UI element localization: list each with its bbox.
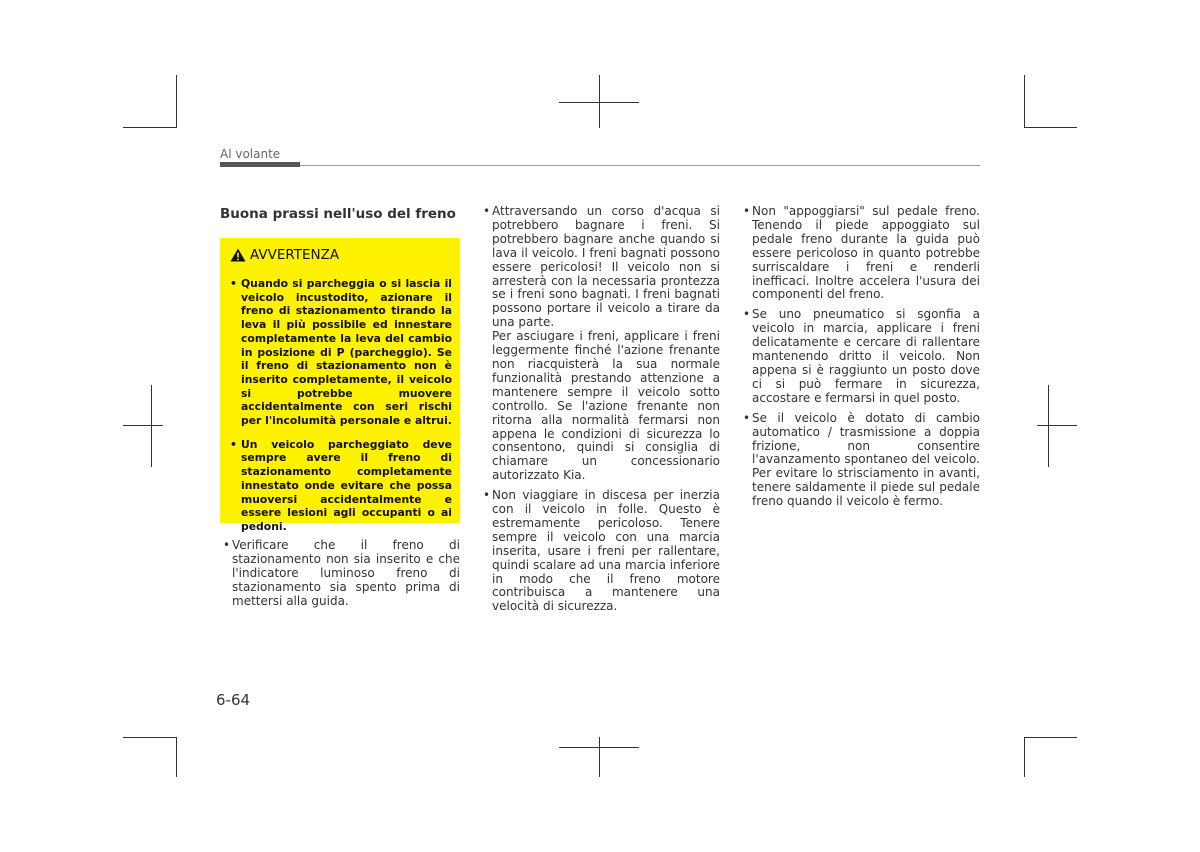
crop-mark-right-middle-v [1048,385,1049,467]
crop-mark-bottom-right-v [1024,737,1025,777]
list-item-text: Se il veicolo è dotato di cambio automatico / trasmissione a doppia frizione, non consentire l'avanzamento spontaneo del veicolo. Per evitare lo strisciamento in avanti, tenere saldamente il piede sul pedale freno quando il veicolo è fermo. [752,410,980,509]
list-item [223,539,460,609]
bullet: • [483,488,491,503]
crop-mark-left-middle-h [123,425,163,426]
list-item [483,205,720,483]
crop-mark-top-center-h [559,102,639,103]
crop-mark-bottom-center-v [599,737,600,777]
column-1 [223,539,460,615]
crop-mark-top-left-h [123,127,176,128]
warning-heading [230,247,452,263]
column-2 [483,205,720,620]
column-3 [743,205,980,515]
warning-heading-label: AVVERTENZA [250,247,340,263]
crop-mark-bottom-left-h [123,737,176,738]
crop-mark-top-right-h [1024,127,1077,128]
header-bar [220,162,300,167]
warning-triangle-icon [230,248,246,262]
list-item-text: Attraversando un corso d'acqua si potrebbero bagnare i freni. Si potrebbero bagnare anche quando si lava il veicolo. I freni bagnati possono essere pericolosi! Il veicolo non si arresterà con la necessaria prontezza se i freni sono bagnati. I freni bagnati possono portare il veicolo a tirare da una parte. [492,204,720,330]
bullet: • [743,410,751,425]
crop-mark-left-middle-v [151,385,152,467]
list-item-text: Non viaggiare in discesa per inerzia con il veicolo in folle. Questo è estremamente pericoloso. Tenere sempre il veicolo con una marcia inserita, usare i freni per rallentare, quindi scalare ad una marcia inferiore in modo che il freno motore contribuisca a mantenere una velocità di sicurezza. [492,488,720,614]
warning-box [220,238,460,533]
crop-mark-bottom-right-h [1024,737,1077,738]
crop-mark-top-right-v [1024,75,1025,128]
bullet: • [743,204,751,218]
warning-item: • Quando si parcheggia o si lascia il veicolo incustodito, azionare il freno di stazionamento tirando la leva il più possibile ed innestare completamente la leva del cambio in posizione di P (parcheggio). Se il freno di stazionamento non è inserito completamente, il veicolo si potrebbe muovere accidentalmente con seri rischi per l'incolumità personale e altrui. [230,277,452,428]
crop-mark-bottom-left-v [176,737,177,777]
crop-mark-top-left-v [176,75,177,128]
list-item [743,412,980,509]
warning-list [230,277,452,534]
list-item-text: Verificare che il freno di stazionamento non sia inserito e che l'indicatore luminoso freno di stazionamento sia spento prima di mettersi alla guida. [232,538,460,608]
page-title: Buona prassi nell'uso del freno [220,206,456,222]
crop-mark-right-middle-h [1037,425,1077,426]
list-item [743,205,980,302]
crop-mark-bottom-center-h [559,747,639,748]
list-item-text: Per asciugare i freni, applicare i freni leggermente finché l'azione frenante non riacquisterà la sua normale funzionalità prestando attenzione a mantenere sempre il veicolo sotto controllo. Se l'azione frenante non ritorna alla normalità fermarsi non appena le condizioni di sicurezza lo consentono, quindi si consiglia di chiamare un concessionario autorizzato Kia. [492,329,720,483]
bullet: • [483,204,491,218]
bullet: • [223,538,231,552]
list-item-text: Non "appoggiarsi" sul pedale freno. Tenendo il piede appoggiato sul pedale freno durante la guida può essere pericoloso in quanto potrebbe surriscaldare i freni e renderli inefficaci. Inoltre accelera l'usura dei componenti del freno. [752,204,980,302]
warning-item: • Un veicolo parcheggiato deve sempre avere il freno di stazionamento completamente innestato onde evitare che possa muoversi accidentalmente e essere lesioni agli occupanti o ai pedoni. [230,438,452,534]
page-number: 6-64 [216,691,251,709]
list-item [483,489,720,614]
header-rule [300,165,980,166]
bullet: • [743,307,751,322]
section-label: Al volante [220,147,281,161]
list-item-text: Se uno pneumatico si sgonfia a veicolo in marcia, applicare i freni delicatamente e cercare di rallentare mantenendo dritto il veicolo. Non appena si è raggiunto un posto dove ci si può fermare in sicurezza, accostare e fermarsi in quel posto. [752,307,980,405]
list-item [743,308,980,405]
